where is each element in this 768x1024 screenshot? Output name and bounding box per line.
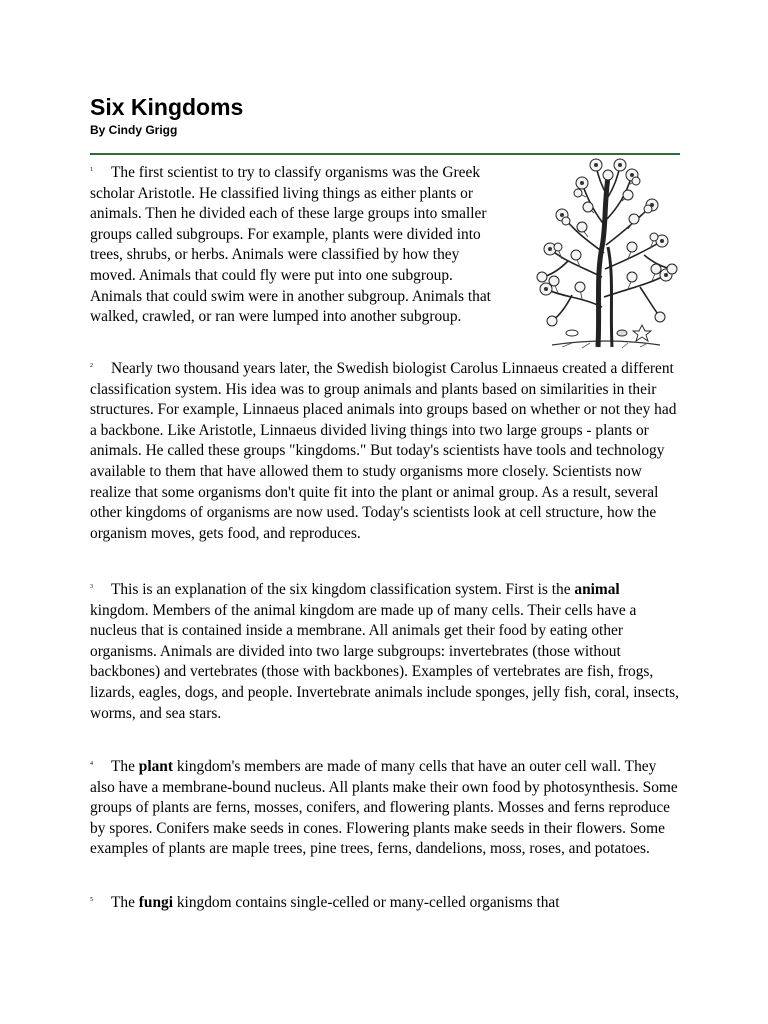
paragraph-number: 5 xyxy=(90,897,93,903)
kingdom-term: plant xyxy=(138,758,173,775)
paragraph-number: 3 xyxy=(90,584,93,590)
paragraph-2 xyxy=(90,356,680,544)
paragraph-text: Nearly two thousand years later, the Swedish biologist Carolus Linnaeus created a different classification system. His idea was to group animals and plants based on similarities in their structures. For example, Linnaeus placed animals into groups based on whether or not they had a backbone. Like Aristotle, Linnaeus divided living things into two large groups - plants or animals. He called these groups "kingdoms." But today's scientists have tools and technology available to them that have allowed them to study organisms more closely. Scientists now realize that some organisms don't quite fit into the plant or animal group. As a result, several other kingdoms of organisms are now used. Today's scientists look at cell structure, how the organism moves, gets food, and reproduces. xyxy=(90,360,677,542)
paragraph-text-before: This is an explanation of the six kingdom classification system. First is the xyxy=(111,581,575,598)
paragraph-number: 1 xyxy=(90,167,93,173)
tree-of-life-illustration-icon xyxy=(532,157,680,352)
paragraph-text-after: kingdom contains single-celled or many-celled organisms that xyxy=(173,894,560,911)
paragraph-text: The first scientist to try to classify organisms was the Greek scholar Aristotle. He classified living things as either plants or animals. Then he divided each of these large groups into smaller groups called subgroups. For example, plants were divided into trees, shrubs, or herbs. Animals were classified by how they moved. Animals that could fly were put into one subgroup. Animals that could swim were in another subgroup. Animals that walked, crawled, or ran were lumped into another subgroup. xyxy=(90,164,491,326)
paragraph-text-after: kingdom's members are made of many cells that have an outer cell wall. They also have a membrane-bound nucleus. All plants make their own food by photosynthesis. Some groups of plants are ferns, mosses, conifers, and flowering plants. Mosses and ferns reproduce by spores. Conifers make seeds in cones. Flowering plants make seeds in their flowers. Some examples of plants are maple trees, pine trees, ferns, dandelions, moss, roses, and potatoes. xyxy=(90,758,678,858)
paragraph-1 xyxy=(90,160,500,328)
paragraph-3 xyxy=(90,577,680,724)
title-divider xyxy=(90,153,680,155)
author-byline: By Cindy Grigg xyxy=(90,123,178,137)
paragraph-text-after: kingdom. Members of the animal kingdom are made up of many cells. Their cells have a nucleus that is contained inside a membrane. All animals get their food by eating other organisms. Animals are divided into two large subgroups: invertebrates (those without backbones) and vertebrates (those with backbones). Examples of vertebrates are fish, frogs, lizards, eagles, dogs, and people. Invertebrate animals include sponges, jelly fish, coral, insects, worms, and sea stars. xyxy=(90,601,679,722)
kingdom-term: fungi xyxy=(138,894,173,911)
kingdom-term: animal xyxy=(574,581,620,598)
paragraph-number: 4 xyxy=(90,761,93,767)
paragraph-number: 2 xyxy=(90,363,93,369)
paragraph-text-before: The xyxy=(111,758,139,775)
paragraph-4 xyxy=(90,754,680,860)
paragraph-5 xyxy=(90,890,680,914)
page-title: Six Kingdoms xyxy=(90,94,244,120)
paragraph-text-before: The xyxy=(111,894,139,911)
